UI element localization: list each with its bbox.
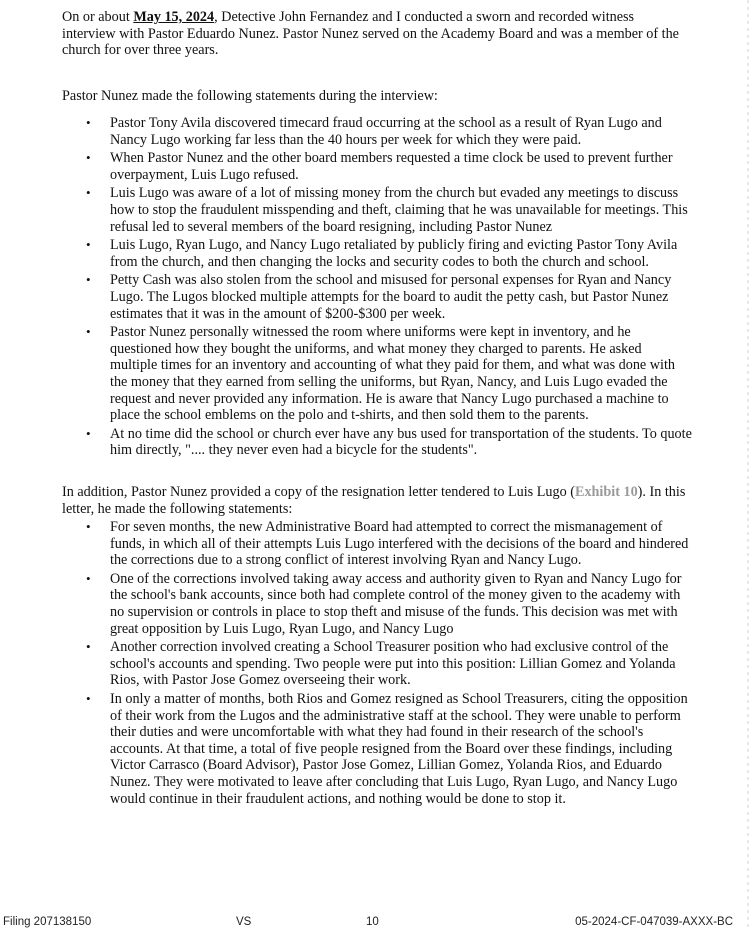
bullet-icon: • xyxy=(86,570,91,586)
bullet-icon: • xyxy=(86,150,91,166)
bullet-icon: • xyxy=(86,639,91,655)
list-item xyxy=(62,639,692,689)
page-number: 10 xyxy=(366,916,379,928)
list-item xyxy=(62,324,692,424)
letter-prefix: In addition, Pastor Nunez provided a copy of the resignation letter tendered to Luis Lugo ( xyxy=(62,484,575,500)
interview-statements-list xyxy=(62,115,692,461)
list-item-text: In only a matter of months, both Rios and Gomez resigned as School Treasurers, citing the opposition of their work from the Lugos and the administrative staff at the school. They were unable to perform their duties and were uncomfortable with what they had found in their research of the school's accounts. At that time, a total of five people resigned from the Board over these findings, including Victor Carrasco (Board Advisor), Pastor Jose Gomez, Lillian Gomez, Yolanda Rios, and Eduardo Nunez. They were motivated to leave after concluding that Luis Lugo, Ryan Lugo, and Nancy Lugo would continue in their fraudulent actions, and nothing would be done to stop it. xyxy=(110,690,688,807)
list-item xyxy=(62,426,692,459)
list-item-text: Another correction involved creating a School Treasurer position who had exclusive control of the school's accounts and spending. Two people were put into this position: Lillian Gomez and Yolanda Rios, with Pastor Jose Gomez overseeing their work. xyxy=(110,639,676,689)
bullet-icon: • xyxy=(86,115,91,130)
list-item-text: For seven months, the new Administrative Board had attempted to correct the mismanagement of funds, in which all of their attempts Luis Lugo interfered with the decisions of the board and hindered the corrections due to a strong conflict of interest involving Ryan and Nancy Lugo. xyxy=(110,519,689,569)
list-item-text: Petty Cash was also stolen from the school and misused for personal expenses for Ryan and Nancy Lugo. The Lugos blocked multiple attempts for the board to audit the petty cash, but Pastor Nunez estimates that it was in the amount of $200-$300 per week. xyxy=(110,272,672,322)
bullet-icon: • xyxy=(86,185,91,201)
bullet-icon: • xyxy=(86,237,91,253)
list-item-text: Luis Lugo, Ryan Lugo, and Nancy Lugo retaliated by publicly firing and evicting Pastor Tony Avila from the church, and then changing the locks and security codes to both the church and school. xyxy=(110,237,678,270)
list-item xyxy=(62,571,692,637)
case-number: 05-2024-CF-047039-AXXX-BC xyxy=(575,916,733,928)
list-item-text: When Pastor Nunez and the other board members requested a time clock be used to prevent further overpayment, Luis Lugo refused. xyxy=(110,150,673,183)
letter-suffix: ). In this letter, he made the following statements: xyxy=(62,484,686,517)
list-item-text: Pastor Nunez personally witnessed the room where uniforms were kept in inventory, and he questioned how they bought the uniforms, and what money they charged to parents. He asked multiple times for an inventory and accounting of what they paid for them, and what was done with the money that they earned from selling the uniforms, but Ryan, Nancy, and Luis Lugo evaded the request and never provided any information. He is aware that Nancy Lugo purchased a machine to place the school emblems on the polo and t-shirts, and then sold them to the parents. xyxy=(110,324,675,424)
bullet-icon: • xyxy=(86,425,91,441)
footer-vs: VS xyxy=(236,916,252,928)
page-footer xyxy=(0,914,749,931)
bullet-icon: • xyxy=(86,324,91,340)
list-item xyxy=(62,150,692,183)
list-item xyxy=(62,519,692,569)
letter-statements-list xyxy=(62,519,692,809)
resignation-letter-paragraph xyxy=(62,484,690,517)
bullet-icon: • xyxy=(86,690,91,706)
list-item xyxy=(62,185,692,235)
interview-intro-paragraph xyxy=(62,9,690,59)
list-item xyxy=(62,237,692,270)
list-item xyxy=(62,115,692,148)
list-item-text: One of the corrections involved taking away access and authority given to Ryan and Nancy Lugo for the school's bank accounts, since both had complete control of the money given to the academy with no supervision or controls in place to stop theft and misuse of the funds. This decision was met with great opposition by Luis Lugo, Ryan Lugo, and Nancy Lugo xyxy=(110,570,682,637)
interview-date: May 15, 2024 xyxy=(133,9,215,25)
intro-prefix: On or about xyxy=(62,9,134,25)
list-item xyxy=(62,691,692,807)
exhibit-reference: Exhibit 10 xyxy=(574,484,638,500)
statements-intro-paragraph: Pastor Nunez made the following statements during the interview: xyxy=(62,88,438,104)
list-item-text: At no time did the school or church ever have any bus used for transportation of the students. To quote him directly, ".... they never even had a bicycle for the students". xyxy=(110,425,692,459)
bullet-icon: • xyxy=(86,519,91,534)
list-item-text: Luis Lugo was aware of a lot of missing money from the church but evaded any meetings to discuss how to stop the fraudulent misspending and theft, claiming that he was unavailable for meetings. This refusal led to several members of the board resigning, including Pastor Nunez xyxy=(110,185,688,235)
filing-number: Filing 207138150 xyxy=(3,916,92,928)
list-item xyxy=(62,272,692,322)
list-item-text: Pastor Tony Avila discovered timecard fraud occurring at the school as a result of Ryan Lugo and Nancy Lugo working far less than the 40 hours per week for which they were paid. xyxy=(110,115,662,148)
intro-text: , Detective John Fernandez and I conducted a sworn and recorded witness interview with Pastor Eduardo Nunez. Pastor Nunez served on the Academy Board and was a member of the church for over three years. xyxy=(62,9,679,59)
bullet-icon: • xyxy=(86,272,91,288)
